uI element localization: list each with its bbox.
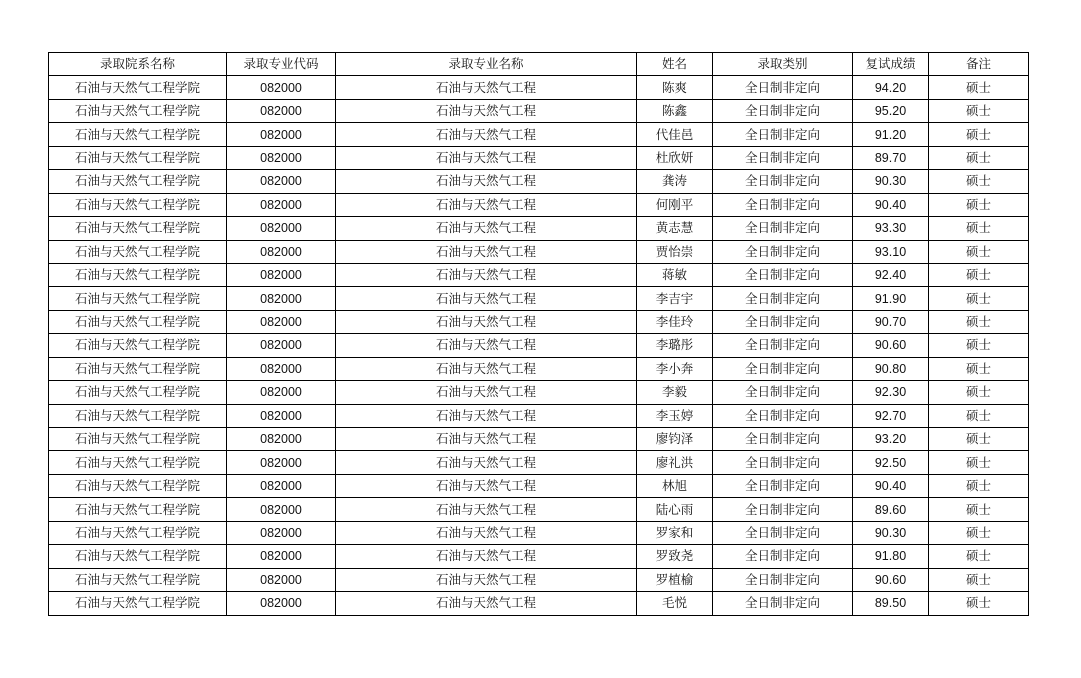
admission-type-cell: 全日制非定向 [713,193,853,216]
department-cell: 石油与天然气工程学院 [49,170,227,193]
retest-score-cell: 89.60 [853,498,929,521]
remarks-cell: 硕士 [929,287,1029,310]
major-name-cell: 石油与天然气工程 [336,76,637,99]
major-name-cell: 石油与天然气工程 [336,193,637,216]
remarks-cell: 硕士 [929,240,1029,263]
department-cell: 石油与天然气工程学院 [49,217,227,240]
table-row [49,381,1029,404]
remarks-cell: 硕士 [929,428,1029,451]
major-code-cell: 082000 [227,474,336,497]
major-name-cell: 石油与天然气工程 [336,99,637,122]
table-row [49,263,1029,286]
department-cell: 石油与天然气工程学院 [49,521,227,544]
department-cell: 石油与天然气工程学院 [49,568,227,591]
admission-type-cell: 全日制非定向 [713,357,853,380]
department-cell: 石油与天然气工程学院 [49,545,227,568]
major-name-cell: 石油与天然气工程 [336,451,637,474]
student-name-cell: 陈鑫 [637,99,713,122]
student-name-cell: 杜欣妍 [637,146,713,169]
major-code-cell: 082000 [227,123,336,146]
retest-score-cell: 94.20 [853,76,929,99]
remarks-cell: 硕士 [929,521,1029,544]
admission-type-cell: 全日制非定向 [713,568,853,591]
admission-type-cell: 全日制非定向 [713,592,853,615]
retest-score-cell: 90.40 [853,193,929,216]
department-cell: 石油与天然气工程学院 [49,146,227,169]
major-name-cell: 石油与天然气工程 [336,381,637,404]
retest-score-cell: 91.90 [853,287,929,310]
header-student-name: 姓名 [637,53,713,76]
retest-score-cell: 90.60 [853,334,929,357]
department-cell: 石油与天然气工程学院 [49,474,227,497]
major-code-cell: 082000 [227,146,336,169]
student-name-cell: 廖钧泽 [637,428,713,451]
admission-type-cell: 全日制非定向 [713,545,853,568]
student-name-cell: 林旭 [637,474,713,497]
table-row [49,170,1029,193]
major-name-cell: 石油与天然气工程 [336,521,637,544]
major-code-cell: 082000 [227,404,336,427]
major-name-cell: 石油与天然气工程 [336,428,637,451]
department-cell: 石油与天然气工程学院 [49,193,227,216]
table-row [49,240,1029,263]
table-row [49,568,1029,591]
remarks-cell: 硕士 [929,545,1029,568]
department-cell: 石油与天然气工程学院 [49,263,227,286]
header-retest-score: 复试成绩 [853,53,929,76]
remarks-cell: 硕士 [929,381,1029,404]
remarks-cell: 硕士 [929,217,1029,240]
retest-score-cell: 92.30 [853,381,929,404]
admission-type-cell: 全日制非定向 [713,428,853,451]
retest-score-cell: 90.30 [853,521,929,544]
table-row [49,357,1029,380]
department-cell: 石油与天然气工程学院 [49,381,227,404]
retest-score-cell: 90.40 [853,474,929,497]
department-cell: 石油与天然气工程学院 [49,404,227,427]
table-row [49,310,1029,333]
admission-type-cell: 全日制非定向 [713,381,853,404]
table-row [49,521,1029,544]
department-cell: 石油与天然气工程学院 [49,334,227,357]
major-name-cell: 石油与天然气工程 [336,545,637,568]
retest-score-cell: 93.30 [853,217,929,240]
major-name-cell: 石油与天然气工程 [336,240,637,263]
table-body [49,76,1029,615]
admission-type-cell: 全日制非定向 [713,240,853,263]
retest-score-cell: 89.70 [853,146,929,169]
major-name-cell: 石油与天然气工程 [336,498,637,521]
major-code-cell: 082000 [227,99,336,122]
table-row [49,146,1029,169]
department-cell: 石油与天然气工程学院 [49,357,227,380]
table-row [49,287,1029,310]
major-code-cell: 082000 [227,498,336,521]
table-row [49,217,1029,240]
remarks-cell: 硕士 [929,451,1029,474]
retest-score-cell: 90.80 [853,357,929,380]
remarks-cell: 硕士 [929,334,1029,357]
admission-type-cell: 全日制非定向 [713,170,853,193]
student-name-cell: 龚涛 [637,170,713,193]
major-code-cell: 082000 [227,334,336,357]
remarks-cell: 硕士 [929,568,1029,591]
major-name-cell: 石油与天然气工程 [336,146,637,169]
department-cell: 石油与天然气工程学院 [49,498,227,521]
department-cell: 石油与天然气工程学院 [49,451,227,474]
department-cell: 石油与天然气工程学院 [49,592,227,615]
major-code-cell: 082000 [227,568,336,591]
major-name-cell: 石油与天然气工程 [336,592,637,615]
admission-type-cell: 全日制非定向 [713,99,853,122]
student-name-cell: 陈爽 [637,76,713,99]
major-name-cell: 石油与天然气工程 [336,217,637,240]
student-name-cell: 廖礼洪 [637,451,713,474]
remarks-cell: 硕士 [929,498,1029,521]
department-cell: 石油与天然气工程学院 [49,99,227,122]
retest-score-cell: 92.50 [853,451,929,474]
admission-type-cell: 全日制非定向 [713,146,853,169]
table-row [49,404,1029,427]
admission-type-cell: 全日制非定向 [713,310,853,333]
table-row [49,498,1029,521]
remarks-cell: 硕士 [929,263,1029,286]
major-code-cell: 082000 [227,428,336,451]
table-row [49,193,1029,216]
major-code-cell: 082000 [227,263,336,286]
major-name-cell: 石油与天然气工程 [336,287,637,310]
department-cell: 石油与天然气工程学院 [49,76,227,99]
admission-type-cell: 全日制非定向 [713,451,853,474]
table-header-row [49,53,1029,76]
student-name-cell: 蒋敏 [637,263,713,286]
major-code-cell: 082000 [227,545,336,568]
major-name-cell: 石油与天然气工程 [336,568,637,591]
major-code-cell: 082000 [227,592,336,615]
retest-score-cell: 91.80 [853,545,929,568]
department-cell: 石油与天然气工程学院 [49,287,227,310]
student-name-cell: 黄志慧 [637,217,713,240]
major-code-cell: 082000 [227,381,336,404]
major-code-cell: 082000 [227,521,336,544]
admission-list-sheet [48,52,1028,616]
major-name-cell: 石油与天然气工程 [336,170,637,193]
admission-table [48,52,1029,616]
department-cell: 石油与天然气工程学院 [49,428,227,451]
header-major-name: 录取专业名称 [336,53,637,76]
retest-score-cell: 92.70 [853,404,929,427]
major-code-cell: 082000 [227,170,336,193]
student-name-cell: 代佳邑 [637,123,713,146]
major-name-cell: 石油与天然气工程 [336,474,637,497]
header-major-code: 录取专业代码 [227,53,336,76]
remarks-cell: 硕士 [929,474,1029,497]
retest-score-cell: 93.20 [853,428,929,451]
retest-score-cell: 92.40 [853,263,929,286]
student-name-cell: 李毅 [637,381,713,404]
major-code-cell: 082000 [227,287,336,310]
student-name-cell: 陆心雨 [637,498,713,521]
admission-type-cell: 全日制非定向 [713,474,853,497]
remarks-cell: 硕士 [929,357,1029,380]
retest-score-cell: 90.30 [853,170,929,193]
department-cell: 石油与天然气工程学院 [49,123,227,146]
retest-score-cell: 95.20 [853,99,929,122]
major-name-cell: 石油与天然气工程 [336,404,637,427]
major-name-cell: 石油与天然气工程 [336,357,637,380]
major-code-cell: 082000 [227,240,336,263]
major-name-cell: 石油与天然气工程 [336,310,637,333]
retest-score-cell: 89.50 [853,592,929,615]
student-name-cell: 毛悦 [637,592,713,615]
major-code-cell: 082000 [227,193,336,216]
student-name-cell: 罗家和 [637,521,713,544]
admission-type-cell: 全日制非定向 [713,217,853,240]
admission-type-cell: 全日制非定向 [713,498,853,521]
admission-type-cell: 全日制非定向 [713,76,853,99]
major-name-cell: 石油与天然气工程 [336,263,637,286]
student-name-cell: 李吉宇 [637,287,713,310]
admission-type-cell: 全日制非定向 [713,334,853,357]
table-row [49,123,1029,146]
remarks-cell: 硕士 [929,310,1029,333]
remarks-cell: 硕士 [929,170,1029,193]
table-row [49,451,1029,474]
remarks-cell: 硕士 [929,76,1029,99]
table-row [49,545,1029,568]
student-name-cell: 罗致尧 [637,545,713,568]
remarks-cell: 硕士 [929,99,1029,122]
student-name-cell: 李玉婷 [637,404,713,427]
table-row [49,592,1029,615]
major-code-cell: 082000 [227,76,336,99]
major-name-cell: 石油与天然气工程 [336,123,637,146]
retest-score-cell: 91.20 [853,123,929,146]
retest-score-cell: 90.60 [853,568,929,591]
student-name-cell: 何刚平 [637,193,713,216]
admission-type-cell: 全日制非定向 [713,123,853,146]
retest-score-cell: 90.70 [853,310,929,333]
admission-type-cell: 全日制非定向 [713,263,853,286]
table-row [49,334,1029,357]
major-code-cell: 082000 [227,310,336,333]
header-department: 录取院系名称 [49,53,227,76]
student-name-cell: 罗植榆 [637,568,713,591]
student-name-cell: 李小奔 [637,357,713,380]
admission-type-cell: 全日制非定向 [713,404,853,427]
admission-type-cell: 全日制非定向 [713,287,853,310]
major-name-cell: 石油与天然气工程 [336,334,637,357]
retest-score-cell: 93.10 [853,240,929,263]
admission-type-cell: 全日制非定向 [713,521,853,544]
student-name-cell: 贾怡崇 [637,240,713,263]
major-code-cell: 082000 [227,357,336,380]
table-row [49,99,1029,122]
student-name-cell: 李璐彤 [637,334,713,357]
remarks-cell: 硕士 [929,404,1029,427]
table-row [49,76,1029,99]
remarks-cell: 硕士 [929,592,1029,615]
department-cell: 石油与天然气工程学院 [49,310,227,333]
remarks-cell: 硕士 [929,123,1029,146]
department-cell: 石油与天然气工程学院 [49,240,227,263]
student-name-cell: 李佳玲 [637,310,713,333]
remarks-cell: 硕士 [929,146,1029,169]
major-code-cell: 082000 [227,217,336,240]
header-remarks: 备注 [929,53,1029,76]
header-admission-type: 录取类别 [713,53,853,76]
table-row [49,474,1029,497]
remarks-cell: 硕士 [929,193,1029,216]
table-row [49,428,1029,451]
major-code-cell: 082000 [227,451,336,474]
